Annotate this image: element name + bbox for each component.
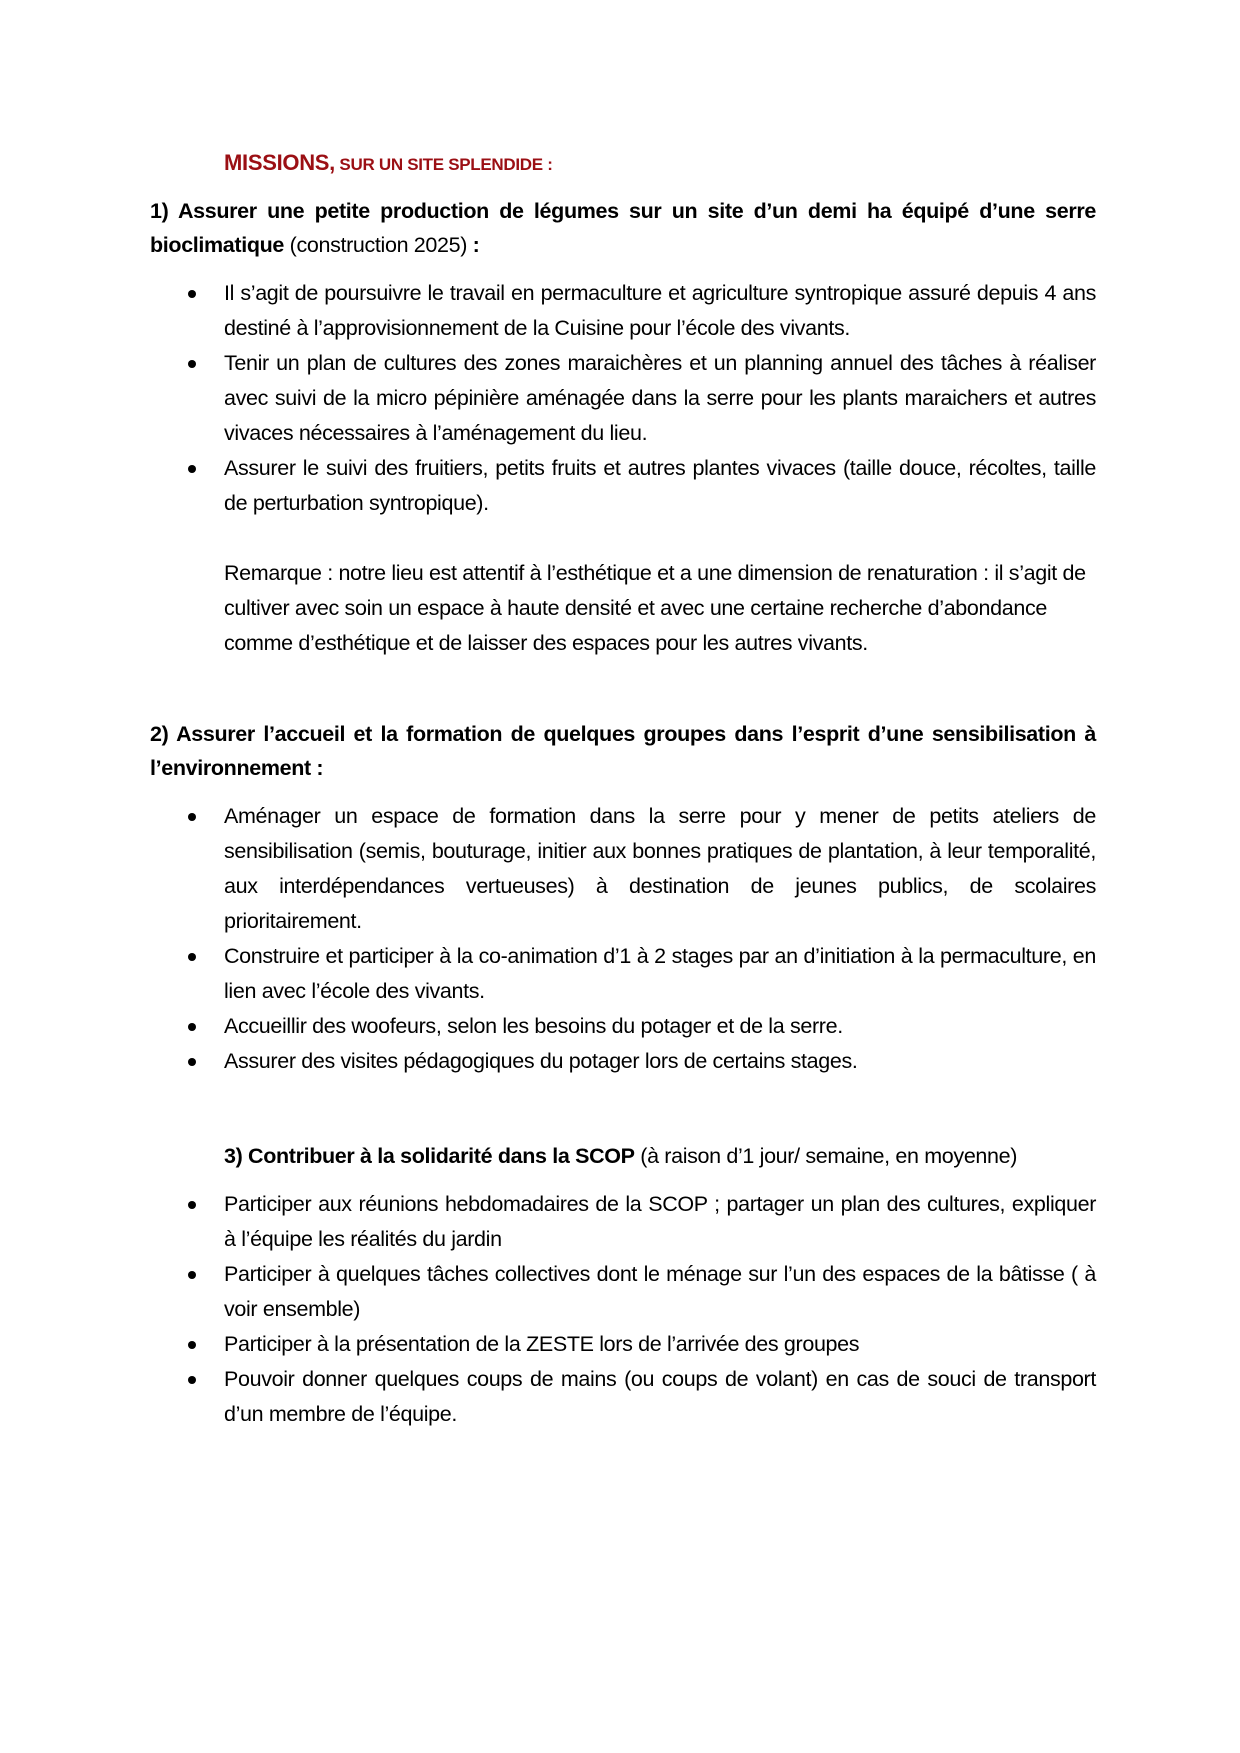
list-item-text: Pouvoir donner quelques coups de mains (ou coups de volant) en cas de souci de transport d’un membre de l’équipe. xyxy=(224,1367,1096,1426)
list-item xyxy=(150,1327,1096,1362)
section-2 xyxy=(150,717,1096,1079)
bullet-icon xyxy=(188,1341,196,1349)
list-item-text: Participer à quelques tâches collectives dont le ménage sur l’un des espaces de la bâtisse ( à voir ensemble) xyxy=(224,1262,1096,1321)
list-item xyxy=(150,1009,1096,1044)
list-item-text: Construire et participer à la co-animation d’1 à 2 stages par an d’initiation à la permaculture, en lien avec l’école des vivants. xyxy=(224,944,1096,1003)
list-item xyxy=(150,1044,1096,1079)
bullet-icon xyxy=(188,1271,196,1279)
list-item xyxy=(150,799,1096,939)
list-item-text: Il s’agit de poursuivre le travail en permaculture et agriculture syntropique assuré depuis 4 ans destiné à l’approvisionnement de la Cuisine pour l’école des vivants. xyxy=(224,281,1096,340)
list-item xyxy=(150,346,1096,451)
bullet-icon xyxy=(188,360,196,368)
section-1-heading-note: (construction 2025) xyxy=(284,233,473,257)
bullet-icon xyxy=(188,1376,196,1384)
title-sub: SUR UN SITE SPLENDIDE : xyxy=(335,155,553,174)
bullet-icon xyxy=(188,1201,196,1209)
bullet-icon xyxy=(188,1058,196,1066)
document-title xyxy=(224,148,1096,180)
document-content xyxy=(150,148,1096,1432)
list-item-text: Assurer le suivi des fruitiers, petits fruits et autres plantes vivaces (taille douce, récoltes, taille de perturbation syntropique). xyxy=(224,456,1096,515)
section-1-heading xyxy=(150,194,1096,262)
list-item xyxy=(150,1362,1096,1432)
list-item-text: Accueillir des woofeurs, selon les besoins du potager et de la serre. xyxy=(224,1014,843,1038)
list-item xyxy=(150,451,1096,521)
section-1-heading-bold: 1) Assurer une petite production de légumes sur un site d’un demi ha équipé d’une serre bioclimatique xyxy=(150,199,1096,257)
title-main: MISSIONS, xyxy=(224,150,335,175)
bullet-icon xyxy=(188,465,196,473)
list-item-text: Participer aux réunions hebdomadaires de la SCOP ; partager un plan des cultures, expliquer à l’équipe les réalités du jardin xyxy=(224,1192,1096,1251)
bullet-icon xyxy=(188,290,196,298)
list-item-text: Aménager un espace de formation dans la serre pour y mener de petits ateliers de sensibilisation (semis, bouturage, initier aux bonnes pratiques de plantation, à leur temporalité, aux interdépendances vertueuses) à destination de jeunes publics, de scolaires prioritairement. xyxy=(224,804,1096,933)
list-item-text: Tenir un plan de cultures des zones maraichères et un planning annuel des tâches à réaliser avec suivi de la micro pépinière aménagée dans la serre pour les plants maraichers et autres vivaces nécessaires à l’aménagement du lieu. xyxy=(224,351,1096,445)
section-3-heading xyxy=(224,1139,1096,1173)
bullet-icon xyxy=(188,953,196,961)
section-3-heading-bold: 3) Contribuer à la solidarité dans la SCOP xyxy=(224,1144,635,1168)
section-3-heading-note: (à raison d’1 jour/ semaine, en moyenne) xyxy=(634,1144,1018,1168)
section-1-heading-colon: : xyxy=(472,233,480,257)
section-3 xyxy=(150,1139,1096,1432)
section-2-list xyxy=(150,799,1096,1079)
section-3-list xyxy=(150,1187,1096,1432)
list-item-text: Participer à la présentation de la ZESTE lors de l’arrivée des groupes xyxy=(224,1332,860,1356)
section-1-list xyxy=(150,276,1096,521)
list-item xyxy=(150,939,1096,1009)
bullet-icon xyxy=(188,813,196,821)
section-1 xyxy=(150,194,1096,661)
list-item xyxy=(150,1187,1096,1257)
list-item-text: Assurer des visites pédagogiques du potager lors de certains stages. xyxy=(224,1049,858,1073)
section-1-remark: Remarque : notre lieu est attentif à l’esthétique et a une dimension de renaturation : il s’agit de cultiver avec soin un espace à haute densité et avec une certaine recherche d’abondance comme d’esthétique et de laisser des espaces pour les autres vivants. xyxy=(224,561,1086,655)
list-item xyxy=(150,1257,1096,1327)
bullet-icon xyxy=(188,1023,196,1031)
section-2-heading: 2) Assurer l’accueil et la formation de quelques groupes dans l’esprit d’une sensibilisation à l’environnement : xyxy=(150,722,1096,780)
list-item xyxy=(150,276,1096,346)
